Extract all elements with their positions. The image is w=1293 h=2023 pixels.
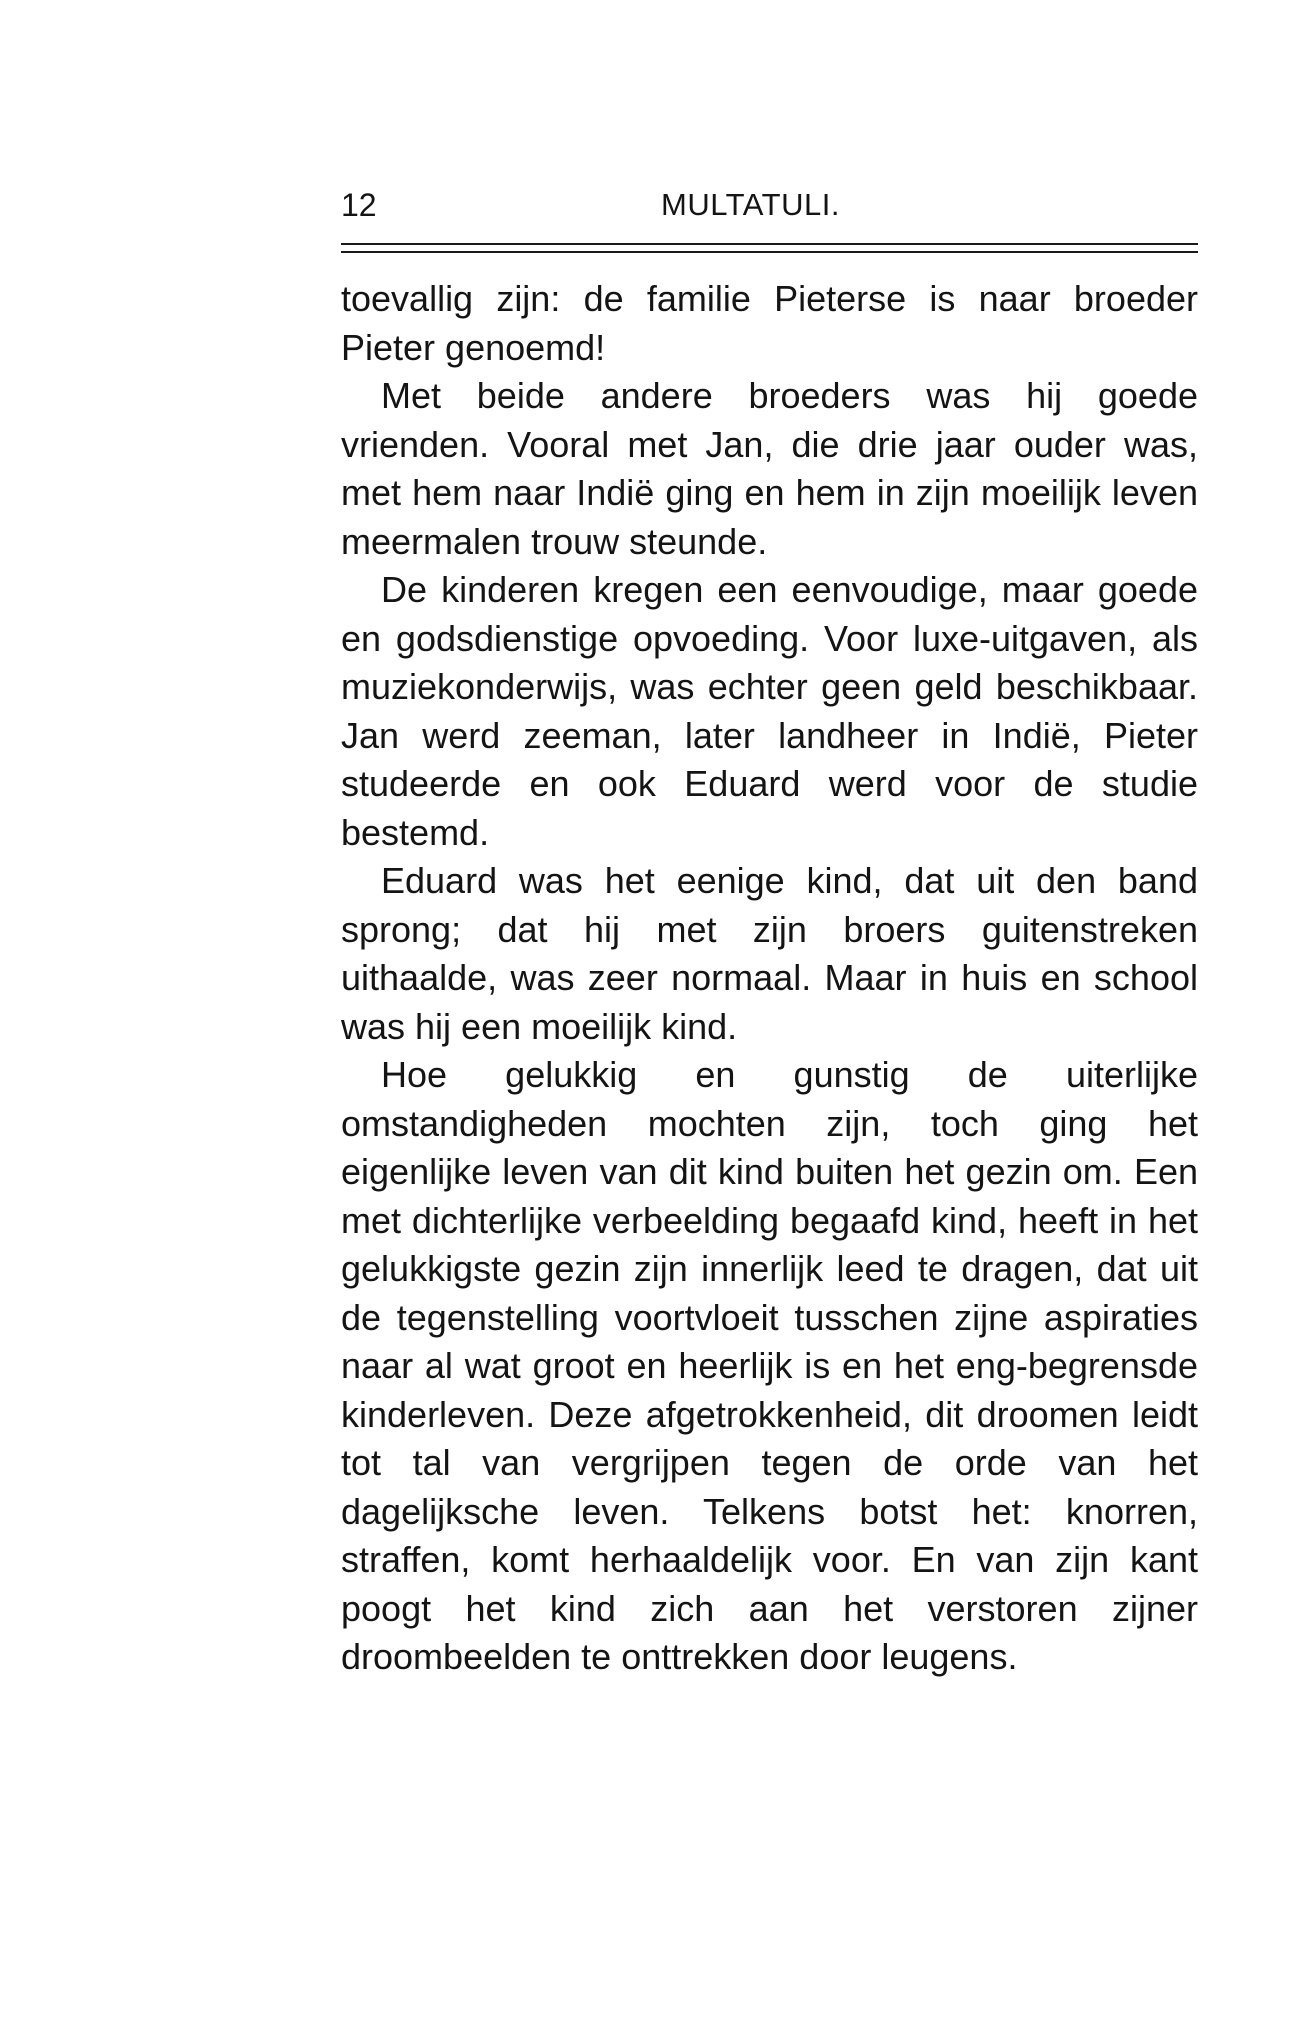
paragraph: Hoe gelukkig en gunstig de uiterlijke omstandigheden mochten zijn, toch ging het eigenlijke leven van dit kind buiten het gezin om. Een met dichterlijke verbeelding begaafd kind, heeft in het gelukkigste gezin zijn innerlijk leed te dragen, dat uit de tegenstelling voortvloeit tusschen zijne aspiraties naar al wat groot en heerlijk is en het eng-begrensde kinderleven. Deze afgetrokkenheid, dit droomen leidt tot tal van vergrijpen tegen de orde van het dagelijksche leven. Telkens botst het: knorren, straffen, komt herhaaldelijk voor. En van zijn kant poogt het kind zich aan het verstoren zijner droombeelden te onttrekken door leugens. [341,1054,1198,1677]
body-text [341,275,1198,1682]
paragraph: Met beide andere broeders was hij goede vrienden. Vooral met Jan, die drie jaar ouder was, met hem naar Indië ging en hem in zijn moeilijk leven meermalen trouw steunde. [341,375,1198,562]
header-rule-second [341,251,1198,253]
paragraph: De kinderen kregen een eenvoudige, maar goede en godsdienstige opvoeding. Voor luxe-uitgaven, als muziekonderwijs, was echter geen geld beschikbaar. Jan werd zeeman, later landheer in Indië, Pieter studeerde en ook Eduard werd voor de studie bestemd. [341,569,1198,853]
header-rule [341,243,1198,245]
running-title: MULTATULI. [661,187,840,222]
page-number: 12 [341,187,377,223]
paragraph: Eduard was het eenige kind, dat uit den band sprong; dat hij met zijn broers guitenstreken uithaalde, was zeer normaal. Maar in huis en school was hij een moeilijk kind. [341,860,1198,1047]
paragraph-continuation: toevallig zijn: de familie Pieterse is naar broeder Pieter genoemd! [341,278,1198,368]
running-head [341,180,1198,230]
book-page [341,180,1198,1682]
